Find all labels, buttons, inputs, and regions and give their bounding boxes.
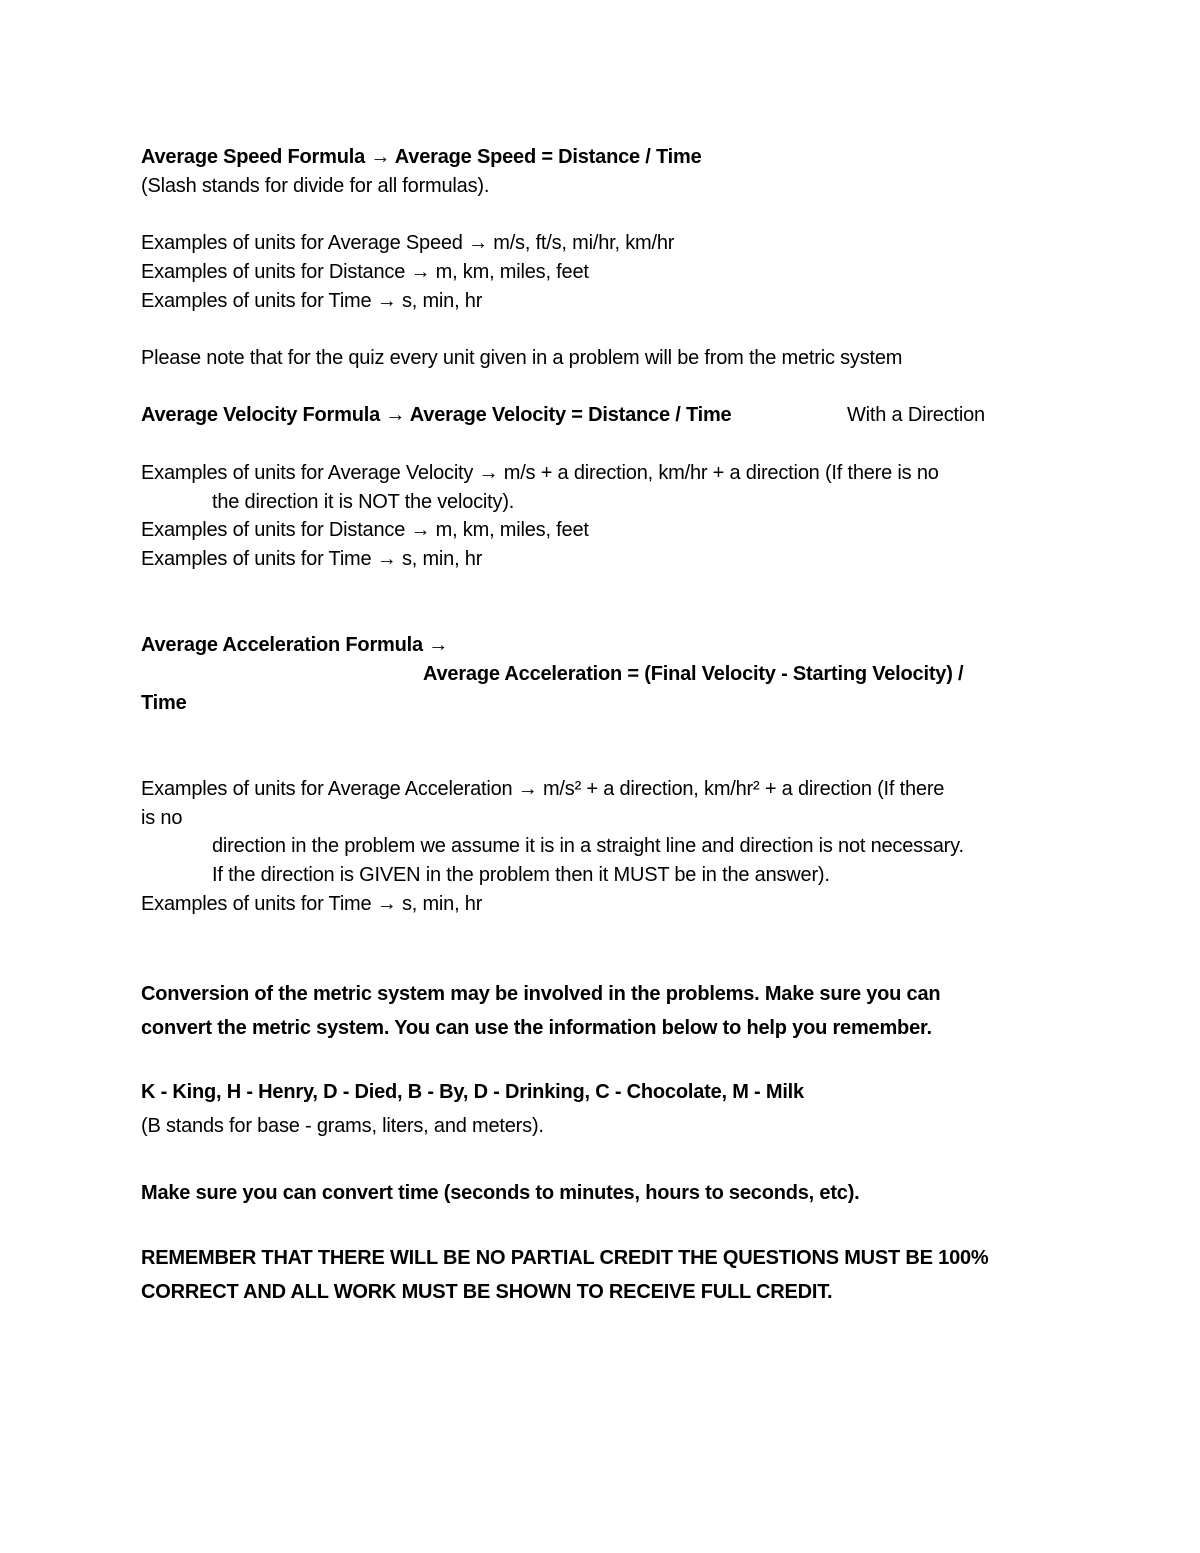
slash-note: (Slash stands for divide for all formulas). <box>141 175 490 197</box>
velocity-distance-units: Examples of units for Distance → m, km, miles, feet <box>141 519 589 541</box>
distance-units: Examples of units for Distance → m, km, miles, feet <box>141 261 589 283</box>
velocity-direction-note: With a Direction <box>847 404 985 426</box>
acceleration-formula: Average Acceleration = (Final Velocity - Starting Velocity) / <box>423 663 964 685</box>
base-note: (B stands for base - grams, liters, and meters). <box>141 1115 544 1137</box>
velocity-formula: Average Velocity Formula → Average Velocity = Distance / Time <box>141 404 732 426</box>
reminder-line-2: CORRECT AND ALL WORK MUST BE SHOWN TO RECEIVE FULL CREDIT. <box>141 1281 833 1303</box>
conversion-note-1: Conversion of the metric system may be involved in the problems. Make sure you can <box>141 983 941 1005</box>
acceleration-given-direction-note: If the direction is GIVEN in the problem then it MUST be in the answer). <box>212 864 830 886</box>
time-conversion-note: Make sure you can convert time (seconds to minutes, hours to seconds, etc). <box>141 1182 860 1204</box>
velocity-units-continued: the direction it is NOT the velocity). <box>212 491 515 513</box>
velocity-time-units: Examples of units for Time → s, min, hr <box>141 548 483 570</box>
time-units: Examples of units for Time → s, min, hr <box>141 290 483 312</box>
acceleration-direction-note: direction in the problem we assume it is in a straight line and direction is not necessary. <box>212 835 964 857</box>
metric-mnemonic: K - King, H - Henry, D - Died, B - By, D - Drinking, C - Chocolate, M - Milk <box>141 1081 804 1103</box>
speed-units: Examples of units for Average Speed → m/s, ft/s, mi/hr, km/hr <box>141 232 675 254</box>
acceleration-time-units: Examples of units for Time → s, min, hr <box>141 893 483 915</box>
conversion-note-2: convert the metric system. You can use the information below to help you remember. <box>141 1017 932 1039</box>
metric-note: Please note that for the quiz every unit given in a problem will be from the metric system <box>141 347 903 369</box>
acceleration-formula-label: Average Acceleration Formula → <box>141 634 449 656</box>
speed-formula: Average Speed Formula → Average Speed = Distance / Time <box>141 146 702 168</box>
acceleration-units-continued: is no <box>141 807 183 829</box>
acceleration-formula-tail: Time <box>141 692 187 714</box>
reminder-line-1: REMEMBER THAT THERE WILL BE NO PARTIAL CREDIT THE QUESTIONS MUST BE 100% <box>141 1247 989 1269</box>
velocity-units: Examples of units for Average Velocity → m/s + a direction, km/hr + a direction (If there is no <box>141 462 939 484</box>
acceleration-units: Examples of units for Average Acceleration → m/s² + a direction, km/hr² + a direction (If there <box>141 778 945 800</box>
